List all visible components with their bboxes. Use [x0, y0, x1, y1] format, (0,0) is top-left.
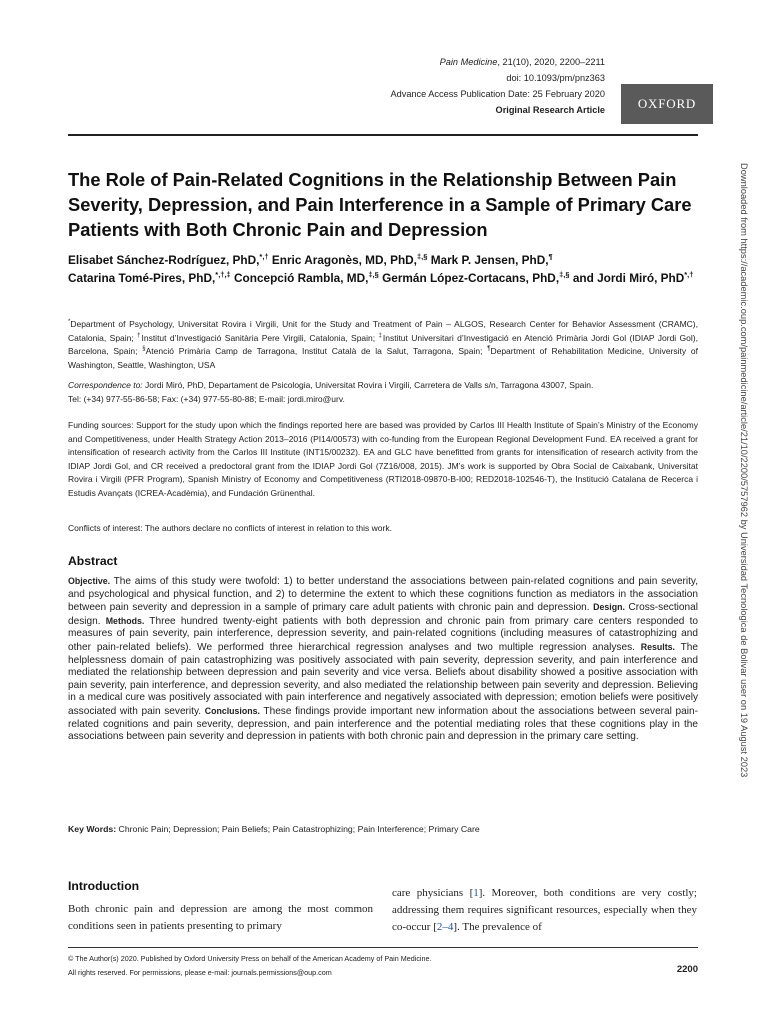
copyright-footer: © The Author(s) 2020. Published by Oxford University Press on behalf of the American Academy of Pain Medicine. All rights reserved. For permissions, please e-mail: journals.permissions@oup.com	[68, 954, 432, 977]
abstract-body: Objective. The aims of this study were twofold: 1) to better understand the associations between pain-related cognitions and pain severity, and psychological and physical function, and 2) to determine the extent to which these cognitions function as mediators in the association between pain severity and depression in a sample of primary care adult patients with chronic pain and depression. Design. Cross-sectional design. Methods. Three hundred twenty-eight patients with both depression and chronic pain from primary care centers responded to measures of pain severity, pain interference, depression severity, and pain-related cognitions (including measures of catastrophizing and other pain-related beliefs). We performed three hierarchical regression analyses and two multiple regression analyses. Results. The helplessness domain of pain catastrophizing was positively associated with pain severity, depression severity, and pain interference and mediated the relationship between depression and pain severity and vice versa. Beliefs about disability showed a positive association with pain severity, pain interference, and depression severity, and also mediated the relationship between pain severity and depression. Believing in a medical cure was positively associated with pain interference and negatively associated with depression; emotion beliefs were positively associated with pain severity. Conclusions. These findings provide important new information about the associations between several pain-related cognitions and pain severity, depression, and pain interference and the potential mediating roles that these cognitions play in the associations between pain severity and depression in patients with both chronic pain and depression in the primary care setting.	[68, 576, 699, 743]
author[interactable]: Elisabet Sánchez-Rodríguez, PhD,*,†	[68, 252, 269, 267]
conflicts-of-interest: Conflicts of interest: The authors declare no conflicts of interest in relation to this work.	[68, 523, 392, 533]
page-number: 2200	[676, 964, 698, 975]
reference-link[interactable]: 2–4	[436, 921, 454, 934]
reference-link[interactable]: 1	[473, 887, 479, 899]
introduction-right-column: care physicians [1]. Moreover, both conditions are very costly; addressing them requires significant resources, especially when they co-occur [2–4]. The prevalence of	[392, 887, 697, 934]
author[interactable]: Jordi Miró, PhD*,†	[597, 269, 694, 285]
author[interactable]: Germán López-Cortacans, PhD,‡,§	[382, 269, 570, 285]
affiliations: *Department of Psychology, Universitat Rovira i Virgili, Unit for the Study and Treatment of Pain – ALGOS, Research Center for Behavior Assessment (CRAMC), Catalonia, Spain; †Institut d’Investigació Sanitària Pere Virgili, Catalonia, Spain; ‡Institut Universitari d’Investigació en Atenció Primària Jordi Gol (IDIAP Jordi Gol), Barcelona, Spain; §Atenció Primària Camp de Tarragona, Institut Català de la Salut, Tarragona, Spain; ¶Department of Rehabilitation Medicine, University of Washington, Seattle, Washington, USA	[68, 319, 698, 370]
author[interactable]: Catarina Tomé-Pires, PhD,*,†,‡	[68, 269, 231, 285]
introduction-heading: Introduction	[68, 879, 140, 893]
journal-citation	[390, 54, 605, 70]
correspondence-label: Correspondence to:	[68, 380, 143, 390]
doi-link[interactable]: doi: 10.1093/pm/pnz363	[506, 73, 605, 83]
keywords: Key Words: Chronic Pain; Depression; Pain Beliefs; Pain Catastrophizing; Pain Interference; Primary Care	[68, 824, 480, 834]
funding-sources: Funding sources: Support for the study upon which the findings reported here are based was provided by Carlos III Health Institute of Spain’s Ministry of the Economy and Competitiveness, under Health Strategy Action 2013–2016 (PI14/00573) with co-funding from the European Regional Development Fund. EA received a grant for intensification of research activity from the Carlos III Institute (INT15/00232). EA and GLC have benefitted from grants for intensification of research activity from the IDIAP Jordi Gol, and CR received a predoctoral grant from the IDIAP Jordi Gol (7Z16/008, 2015). JM’s work is supported by Obra Social de Caixabank, Universitat Rovira i Virgili (PFR Program), Spanish Ministry of Economy and Competitiveness (RTI2018-09870-B-I00; RED2018-102546-T), the Institució Catalana de Recerca i Estudis Avançats (ICREA-Acadèmia), and Fundación Grünenthal.	[68, 420, 698, 498]
correspondence-contact: Tel: (+34) 977-55-86-58; Fax: (+34) 977-55-80-88; E-mail: jordi.miro@urv.	[68, 393, 345, 404]
publisher-logo[interactable]: OXFORD	[621, 84, 713, 124]
publication-date: Advance Access Publication Date: 25 February 2020	[390, 89, 605, 99]
article-title: The Role of Pain-Related Cognitions in the Relationship Between Pain Severity, Depression, and Pain Interference in a Sample of Primary Care Patients with Both Chronic Pain and Depression	[68, 169, 692, 240]
abstract-heading: Abstract	[68, 554, 118, 568]
header-divider	[68, 134, 698, 136]
author-list: Elisabet Sánchez-Rodríguez, PhD,*,† Enric Aragonès, MD, PhD,‡,§ Mark P. Jensen, PhD,¶ Catarina Tomé-Pires, PhD,*,†,‡ Concepció Rambla, MD,‡,§ Germán López-Cortacans, PhD,‡,§ and Jordi Miró, PhD*,†	[68, 252, 694, 285]
author[interactable]: Enric Aragonès, MD, PhD,‡,§	[271, 252, 428, 267]
download-watermark: Downloaded from https://academic.oup.com/painmedicine/article/21/10/2200/5757962 by Universidad Tecnologica de Bolivar user on 19 August 2023	[739, 163, 749, 778]
journal-info	[390, 54, 605, 118]
footer-divider	[68, 947, 698, 948]
journal-name: Pain Medicine	[439, 57, 498, 67]
correspondence: Correspondence to: Jordi Miró, PhD, Departament de Psicologia, Universitat Rovira i Virgili, Carretera de Valls s/n, Tarragona 43007, Spain. Tel: (+34) 977-55-86-58; Fax: (+34) 977-55-80-88; E-mail: jordi.miro@urv.	[68, 380, 594, 404]
author[interactable]: Concepció Rambla, MD,‡,§	[234, 269, 379, 285]
journal-volume: , 21(10), 2020, 2200–2211	[497, 57, 605, 67]
author[interactable]: Mark P. Jensen, PhD,¶	[430, 252, 553, 267]
article-type: Original Research Article	[495, 105, 605, 115]
introduction-left-column: Both chronic pain and depression are among the most common conditions seen in patients presenting to primary	[68, 903, 373, 933]
